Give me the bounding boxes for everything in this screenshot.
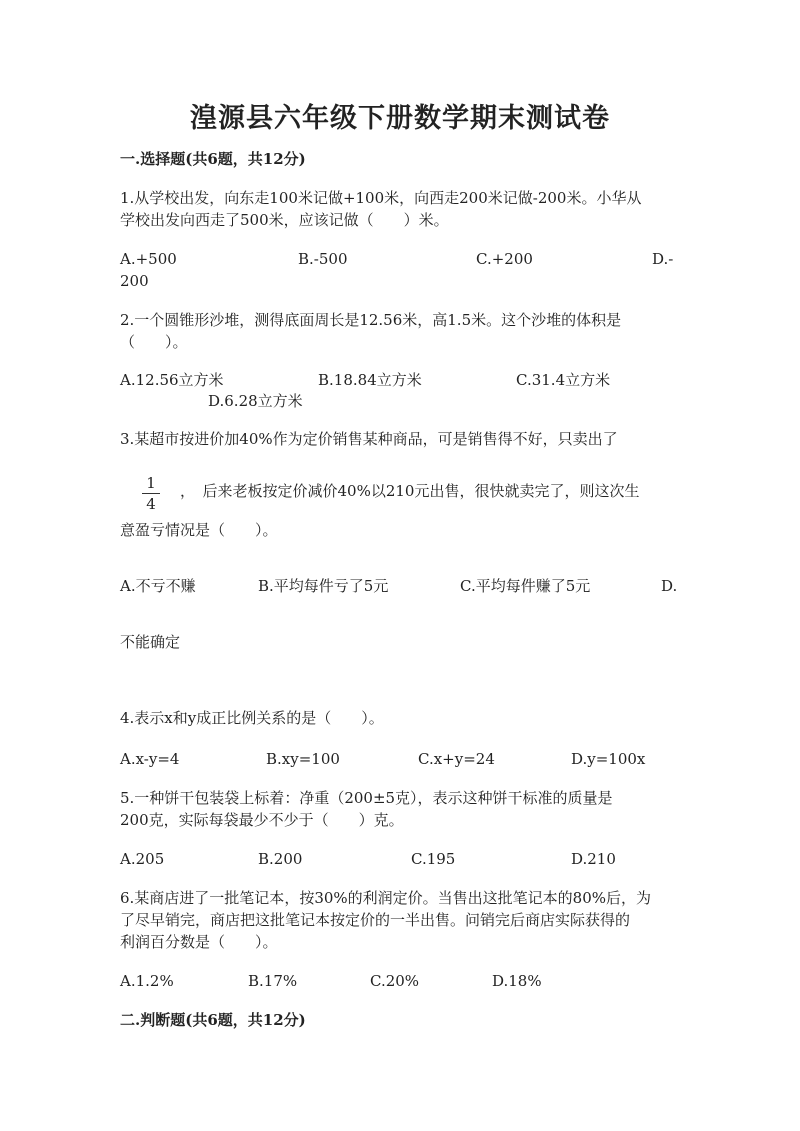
question-6-option-a: A.1.2% bbox=[120, 972, 174, 990]
question-2-option-c: C.31.4立方米 bbox=[516, 371, 611, 389]
question-3-option-d-continued: 不能确定 bbox=[120, 633, 181, 651]
question-6-line-2: 了尽早销完，商店把这批笔记本按定价的一半出售。问销完后商店实际获得的 bbox=[120, 911, 631, 929]
question-1-option-b: B.-500 bbox=[298, 250, 348, 268]
fraction-numerator: 1 bbox=[146, 474, 156, 492]
question-1-option-d: D.- bbox=[652, 250, 674, 268]
question-3-option-b: B.平均每件亏了5元 bbox=[258, 577, 389, 595]
question-4-line-1: 4.表示x和y成正比例关系的是（ ）。 bbox=[120, 709, 384, 727]
question-2-option-a: A.12.56立方米 bbox=[120, 371, 224, 389]
fraction-one-quarter bbox=[140, 474, 162, 513]
question-6-option-d: D.18% bbox=[492, 972, 542, 990]
question-2-line-1: 2.一个圆锥形沙堆，测得底面周长是12.56米，高1.5米。这个沙堆的体积是 bbox=[120, 311, 622, 329]
question-3-line-1: 3.某超市按进价加40%作为定价销售某种商品，可是销售得不好，只卖出了 bbox=[120, 430, 618, 448]
question-1-option-a: A.+500 bbox=[120, 250, 177, 268]
question-5-option-b: B.200 bbox=[258, 850, 303, 868]
question-4-option-b: B.xy=100 bbox=[266, 750, 340, 768]
question-6-option-b: B.17% bbox=[248, 972, 298, 990]
question-2-line-2: （ ）。 bbox=[120, 333, 188, 351]
question-5-line-2: 200克，实际每袋最少不少于（ ）克。 bbox=[120, 811, 404, 829]
question-5-option-a: A.205 bbox=[120, 850, 165, 868]
question-4-option-d: D.y=100x bbox=[571, 750, 646, 768]
question-4-option-a: A.x-y=4 bbox=[120, 750, 180, 768]
question-1-option-d-continued: 200 bbox=[120, 272, 149, 290]
question-6-line-3: 利润百分数是（ ）。 bbox=[120, 933, 278, 951]
question-2-option-d: D.6.28立方米 bbox=[208, 392, 303, 410]
fraction-bar bbox=[142, 493, 160, 494]
question-3-option-a: A.不亏不赚 bbox=[120, 577, 196, 595]
section-heading-choice: 一.选择题(共6题，共12分) bbox=[120, 150, 306, 168]
question-3-line-3: 意盈亏情况是（ ）。 bbox=[120, 521, 278, 539]
question-1-option-c: C.+200 bbox=[476, 250, 533, 268]
question-6-option-c: C.20% bbox=[370, 972, 420, 990]
question-4-option-c: C.x+y=24 bbox=[418, 750, 495, 768]
question-6-line-1: 6.某商店进了一批笔记本，按30%的利润定价。当售出这批笔记本的80%后，为 bbox=[120, 889, 651, 907]
question-5-line-1: 5.一种饼干包装袋上标着：净重（200±5克），表示这种饼干标准的质量是 bbox=[120, 789, 613, 807]
section-heading-judgement: 二.判断题(共6题，共12分) bbox=[120, 1011, 306, 1029]
fraction-denominator: 4 bbox=[146, 495, 156, 513]
question-3-option-c: C.平均每件赚了5元 bbox=[460, 577, 591, 595]
question-1-line-1: 1.从学校出发，向东走100米记做+100米，向西走200米记做-200米。小华从 bbox=[120, 189, 642, 207]
question-1-line-2: 学校出发向西走了500米，应该记做（ ）米。 bbox=[120, 211, 449, 229]
page-title: 湟源县六年级下册数学期末测试卷 bbox=[190, 103, 610, 134]
question-3-line-2: ， 后来老板按定价减价40%以210元出售，很快就卖完了，则这次生 bbox=[180, 482, 640, 500]
question-3-option-d: D. bbox=[661, 577, 678, 595]
question-2-option-b: B.18.84立方米 bbox=[318, 371, 422, 389]
question-5-option-d: D.210 bbox=[571, 850, 616, 868]
question-5-option-c: C.195 bbox=[411, 850, 456, 868]
